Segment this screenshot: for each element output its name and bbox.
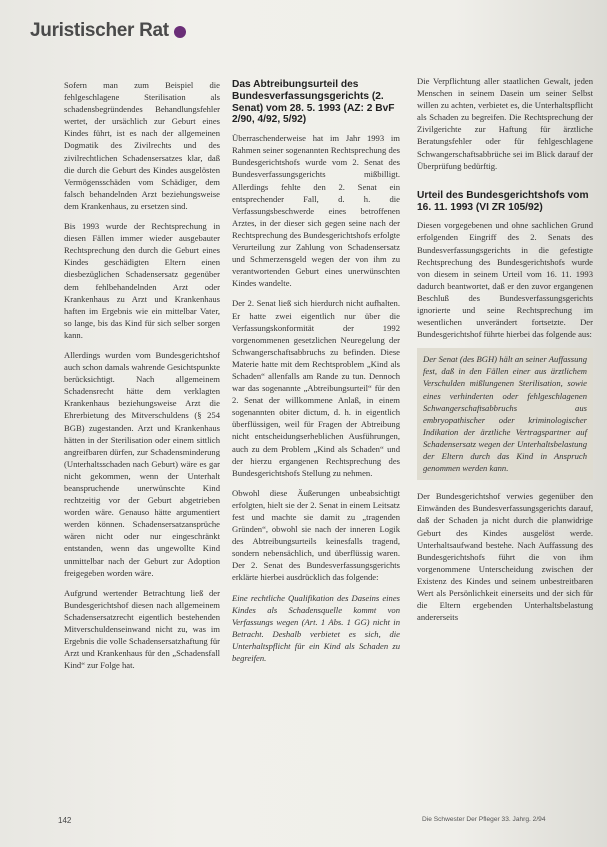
- highlighted-quote-box: Der Senat (des BGH) hält an seiner Auffassung fest, daß in den Fällen einer aus ärztlichem Verschulden mißlungenen Sterilisation, sowie eines verhinderten oder fehlgeschlagenen Schwangerschaftsabbruchs aus embryopathischer oder kriminologischer Indikation der ärztliche Vertragspartner auf Schadensersatz wegen der Unterhaltsbelastung der Eltern durch das Kind in Anspruch genommen werden kann.: [417, 348, 593, 480]
- text-column-2: [232, 79, 400, 672]
- paragraph: Allerdings wurden vom Bundesgerichtshof auch schon damals wahrende Gesichtspunkte berücksichtigt. Nach allgemeinem Schadensrecht hätte dem verklagten Krankenhaus beziehungsweise Arzt die Ehrerbietung des Mitverschuldens (§ 254 BGB) zugestanden. Arzt und Krankenhaus hätten in der Sterilisation oder einem sittlich angreifbaren dürfen, zur Schadensminderung (Unterhaltsschaden nach Geburt) wäre es gar nicht gekommen, wenn der Unterhalt beanspruchende unerwünschte Kind rechtzeitig vor der Geburt abgetrieben worden wäre. Genauso hätte argumentiert werden können. Schadensersatzansprüche wären nicht oder nur eingeschränkt entstanden, wenn das ungewollte Kind unmittelbar nach der Geburt zur Adoption freigegeben worden wäre.: [64, 349, 220, 578]
- text-column-3: [417, 76, 593, 631]
- paragraph: Der 2. Senat ließ sich hierdurch nicht aufhalten. Er hatte zwei eigentlich nur über die Verfassungskonformität der 1992 vorgenommenen gesetzlichen Neuregelung der Schwangerschaftsabbruchs zu befinden. Diese Materie hatte mit dem Rechtsproblem „Kind als Schaden“ allenfalls am Rande zu tun. Dennoch war das sogenannte „Abtreibungsurteil“ für den 2. Senat der willkommene Anlaß, in einem sogenannten obiter dictum, d. h. in eigentlich überflüssigen, weil für Fragen der Abtreibung nicht entscheidungserheblichen Ausführungen, auch zu dem Problem „Kind als Schaden“ und der hierzu ergangenen Rechtsprechung des Bundesgerichtshofs Stellung zu nehmen.: [232, 298, 400, 478]
- section-header: [30, 16, 186, 46]
- paragraph: Diesen vorgegebenen und ohne sachlichen Grund erfolgenden Eingriff des 2. Senats des Bundesverfassungsgerichts in die gefestigte Rechtsprechung des Bundesgerichtshofs wurde von diesem in seinem Urteil vom 16. 11. 1993 dadurch beantwortet, daß er den zuvor ergangenen Beschluß des Bundesverfassungsgerichts ignorierte und seine Rechtsprechung im wesentlichen unverändert fortsetzte. Der Bundesgerichtshof führte hierbei das folgende aus:: [417, 220, 593, 340]
- paragraph: Bis 1993 wurde der Rechtsprechung in diesen Fällen immer wieder ausgebauter Rechtsprechung den durch die Geburt eines Kindes geschädigten Eltern einen diesbezüglichen Schadensersatz gegenüber dem fehlbehandelnden Arzt oder Krankenhaus zu Arzt und Krankenhaus haften im Ergebnis wie ein mittelbar Vater, so lange, bis das Kind für sich selber sorgen kann.: [64, 221, 220, 340]
- purple-dot-icon: [174, 26, 186, 38]
- paragraph: Die Verpflichtung aller staatlichen Gewalt, jeden Menschen in seinem Dasein um seiner Selbst willen zu achten, verbietet es, die Unterhaltspflicht als Schaden zu begreifen. Die Rechtsprechung der Zivilgerichte zur Haftung für ärztliche Beratungsfehler oder für fehlgeschlagene Schwangerschaftsabbrüche sei im Blick darauf der Überprüfung bedürftig.: [417, 76, 593, 171]
- paragraph: Aufgrund wertender Betrachtung ließ der Bundesgerichtshof diesen nach allgemeinem Schadensersatzrecht eigentlich bestehenden Mitverschuldenseinwand nicht zu, was im Ergebnis die volle Schadensersatzhaftung für Arzt und Krankenhaus für den „Schadensfall Kind“ zur Folge hat.: [64, 587, 220, 671]
- paragraph: Sofern man zum Beispiel die fehlgeschlagene Sterilisation als schadensbegründendes Behandlungsfehler wertet, der ursächlich zur Geburt eines Kindes führt, ist es nach der allgemeinen Dogmatik des Zivilrechts und des zivilrechtlichen Schadensersatzes klar, daß die durch die Geburt des Kindes ausgelösten Vermögensschäden vom Schädiger, dem falsch behandelnden Arzt beziehungsweise dem Krankenhaus, zu ersetzen sind.: [64, 80, 220, 211]
- text-column-1: [64, 79, 220, 679]
- publication-source: Die Schwester Der Pfleger 33. Jahrg. 2/94: [422, 816, 546, 823]
- section-heading: Das Abtreibungsurteil des Bundesverfassungsgerichts (2. Senat) vom 28. 5. 1993 (AZ: 2 BvF 2/90, 4/92, 5/92): [232, 79, 395, 126]
- paragraph: Obwohl diese Äußerungen unbeabsichtigt erfolgten, hielt sie der 2. Senat in einem Leitsatz fest und machte sie damit zu „tragenden Gründen“, obwohl sie nach der inneren Logik des Abtreibungsurteils keinesfalls tragend, sondern nebensächlich, und überflüssig waren. Der 2. Senat des Bundesverfassungsgerichts erklärte hierbei ausdrücklich das folgende:: [232, 487, 400, 583]
- paragraph: Der Bundesgerichtshof verwies gegenüber den Einwänden des Bundesverfassungsgerichts darauf, daß der Schaden ja nicht durch die planwidrige Geburt des Kindes ausgelöst werde. Unterhaltsaufwand bestehe. Nach Auffassung des Bundesgerichtshofs führt die von ihm vorgenommene Unterscheidung zwischen der Existenz des Kindes und seinem unbestreitbaren Wert als Persönlichkeit einerseits und der sich für die Eltern ergebenden Unterhaltsbelastung andererseits: [417, 491, 593, 623]
- section-heading: Urteil des Bundesgerichtshofs vom 16. 11. 1993 (VI ZR 105/92): [417, 189, 589, 213]
- court-quote: Eine rechtliche Qualifikation des Daseins eines Kindes als Schadensquelle kommt von Verfassungs wegen (Art. 1 Abs. 1 GG) nicht in Betracht. Deshalb verbietet es sich, die Unterhaltspflicht für ein Kind als Schaden zu begreifen.: [232, 592, 400, 664]
- section-title: Juristischer Rat: [30, 20, 169, 41]
- page-number: 142: [58, 816, 72, 825]
- paragraph: Überraschenderweise hat im Jahr 1993 im Rahmen seiner sogenannten Rechtsprechung des Bundesgerichtshofs wurde vom 2. Senat des Bundesverfassungsgerichts mißbilligt. Allerdings fehlte den 2. Senat ein entsprechender Fall, d. h. die Verfassungsbeschwerde eines betroffenen Arztes, in der dieser sich gegen seine nach der Rechtsprechung des Bundesgerichtshofs erfolgte Verurteilung zur Zahlung von Schadensersatz und Schmerzensgeld wegen der von ihm zu verantwortenden Geburt eines unerwünschten Kindes wandelte.: [232, 133, 400, 289]
